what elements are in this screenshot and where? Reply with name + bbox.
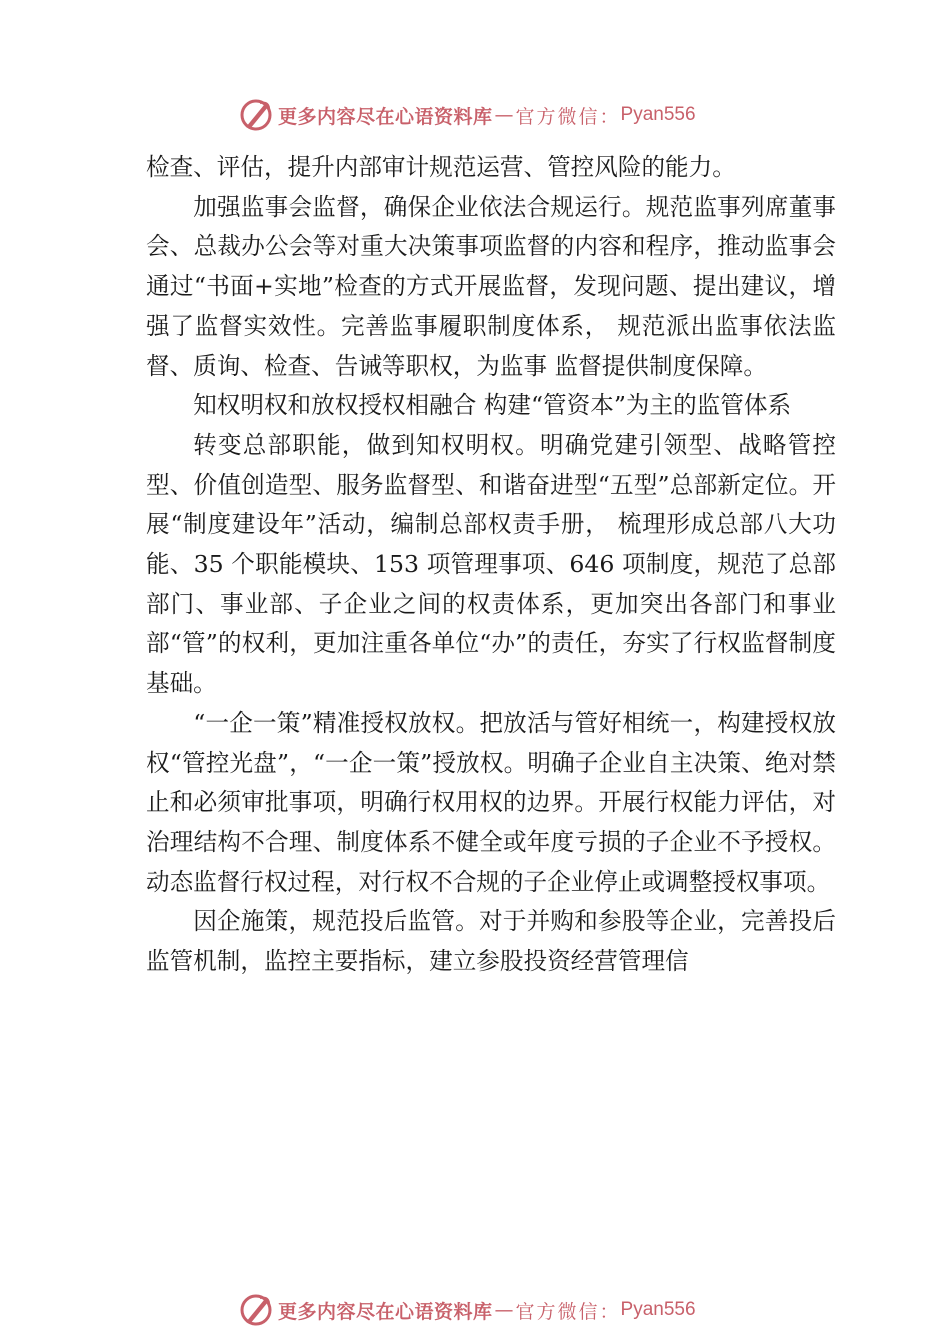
watermark-separator: — xyxy=(494,1299,514,1321)
quill-logo-icon xyxy=(238,97,274,133)
header-watermark xyxy=(238,95,696,135)
paragraph: 因企施策，规范投后监管。对于并购和参股等企业，完善投后监管机制，监控主要指标，建立参股投资经营管理信 xyxy=(146,907,836,976)
watermark-official: 官方微信： xyxy=(515,105,621,128)
watermark-brand: 更多内容尽在心语资料库 xyxy=(278,1300,493,1323)
watermark-wechat-id: Pyan556 xyxy=(620,104,696,125)
paragraph: 加强监事会监督，确保企业依法合规运行。规范监事列席董事会、总裁办公会等对重大决策事项监督的内容和程序，推动监事会通过“书面+实地”检查的方式开展监督，发现问题、提出建议，增强了监督实效性。完善监事履职制度体系， 规范派出监事依法监督、质询、检查、告诫等职权，为监事 监督提供制度保障。 xyxy=(146,192,836,380)
document-body xyxy=(146,148,836,982)
quill-logo-icon xyxy=(238,1292,274,1328)
watermark-wechat-id: Pyan556 xyxy=(620,1299,696,1320)
paragraph: 转变总部职能，做到知权明权。明确党建引领型、战略管控型、价值创造型、服务监督型、和谐奋进型“五型”总部新定位。开展“制度建设年”活动，编制总部权责手册， 梳理形成总部八大功能、35 个职能模块、153 项管理事项、646 项制度，规范了总部部门、事业部、子企业之间的权责体系，更加突出各部门和事业部“管”的权利，更加注重各单位“办”的责任，夯实了行权监督制度基础。 xyxy=(146,430,836,698)
watermark-separator: — xyxy=(494,104,514,126)
footer-watermark xyxy=(238,1290,696,1330)
paragraph: “一企一策”精准授权放权。把放活与管好相统一，构建授权放权“管控光盘”，“一企一策”授放权。明确子企业自主决策、绝对禁止和必须审批事项，明确行权用权的边界。开展行权能力评估，对治理结构不合理、制度体系不健全或年度亏损的子企业不予授权。动态监督行权过程，对行权不合规的子企业停止或调整授权事项。 xyxy=(146,708,836,896)
section-heading: 知权明权和放权授权相融合 构建“管资本”为主的监管体系 xyxy=(193,391,792,420)
watermark-brand: 更多内容尽在心语资料库 xyxy=(278,105,493,128)
watermark-official: 官方微信： xyxy=(515,1300,621,1323)
paragraph: 检查、评估，提升内部审计规范运营、管控风险的能力。 xyxy=(146,153,736,181)
